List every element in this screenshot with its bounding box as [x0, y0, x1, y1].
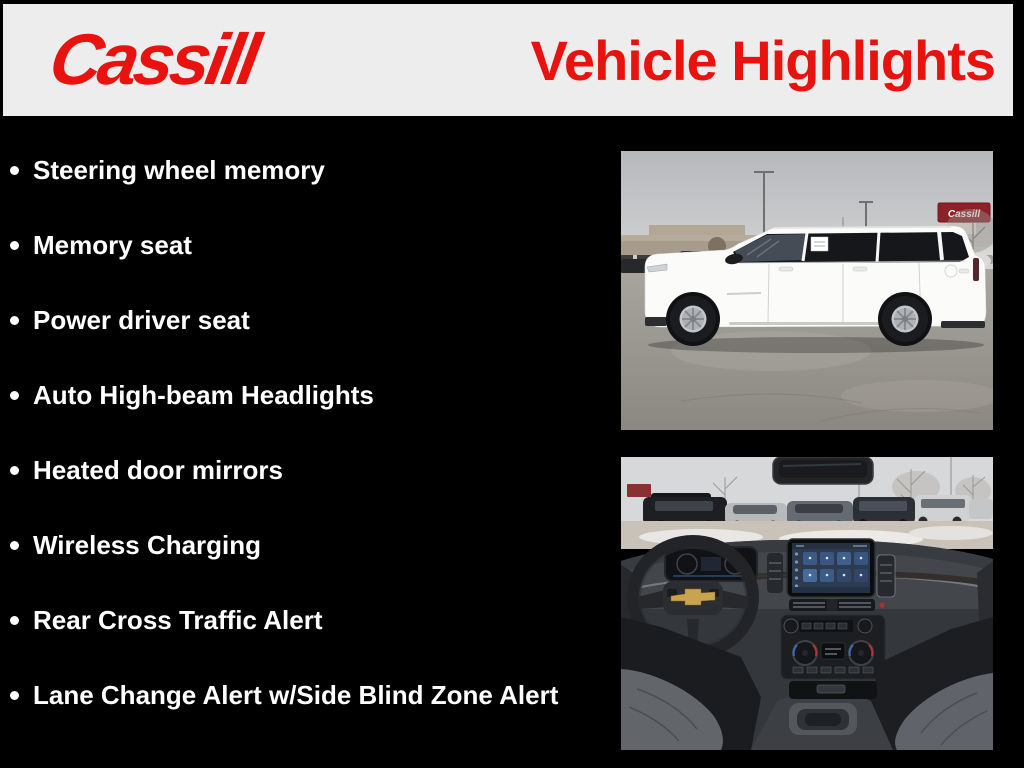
climate-controls — [781, 615, 885, 679]
interior-photo — [621, 457, 993, 750]
list-item: Wireless Charging — [10, 527, 566, 563]
window-sticker — [811, 237, 828, 251]
rear-wheel — [878, 292, 932, 346]
page-title: Vehicle Highlights — [530, 28, 995, 92]
taillight — [973, 258, 979, 281]
rearview-mirror — [773, 457, 873, 484]
touchscreen — [787, 539, 875, 597]
door-handle — [853, 267, 867, 271]
bullet-icon — [10, 302, 33, 338]
list-item: Steering wheel memory — [10, 152, 566, 188]
list-item: Power driver seat — [10, 302, 566, 338]
bullet-icon — [10, 602, 33, 638]
center-vents — [789, 599, 875, 611]
left-air-vent — [767, 553, 783, 593]
right-air-vent — [877, 555, 895, 597]
bullet-icon — [10, 452, 33, 488]
bullet-icon — [10, 377, 33, 413]
bullet-icon — [10, 227, 33, 263]
hazard-light — [880, 603, 885, 608]
list-item: Heated door mirrors — [10, 452, 566, 488]
list-item: Rear Cross Traffic Alert — [10, 602, 566, 638]
exterior-photo — [621, 151, 993, 430]
list-item: Memory seat — [10, 227, 566, 263]
red-roadside-sign — [627, 484, 651, 497]
list-item: Lane Change Alert w/Side Blind Zone Alert — [10, 677, 566, 713]
sign-text: Cassill — [947, 209, 981, 220]
dealer-logo: Cassill — [43, 20, 263, 100]
bullet-icon — [10, 677, 33, 713]
temp-knob-driver — [793, 641, 817, 665]
highlights-list — [10, 152, 566, 752]
front-wheel — [666, 292, 720, 346]
list-item: Auto High-beam Headlights — [10, 377, 566, 413]
header-band — [3, 4, 1013, 116]
bullet-icon — [10, 152, 33, 188]
bullet-icon — [10, 527, 33, 563]
temp-knob-passenger — [849, 641, 873, 665]
door-handle — [779, 267, 793, 271]
